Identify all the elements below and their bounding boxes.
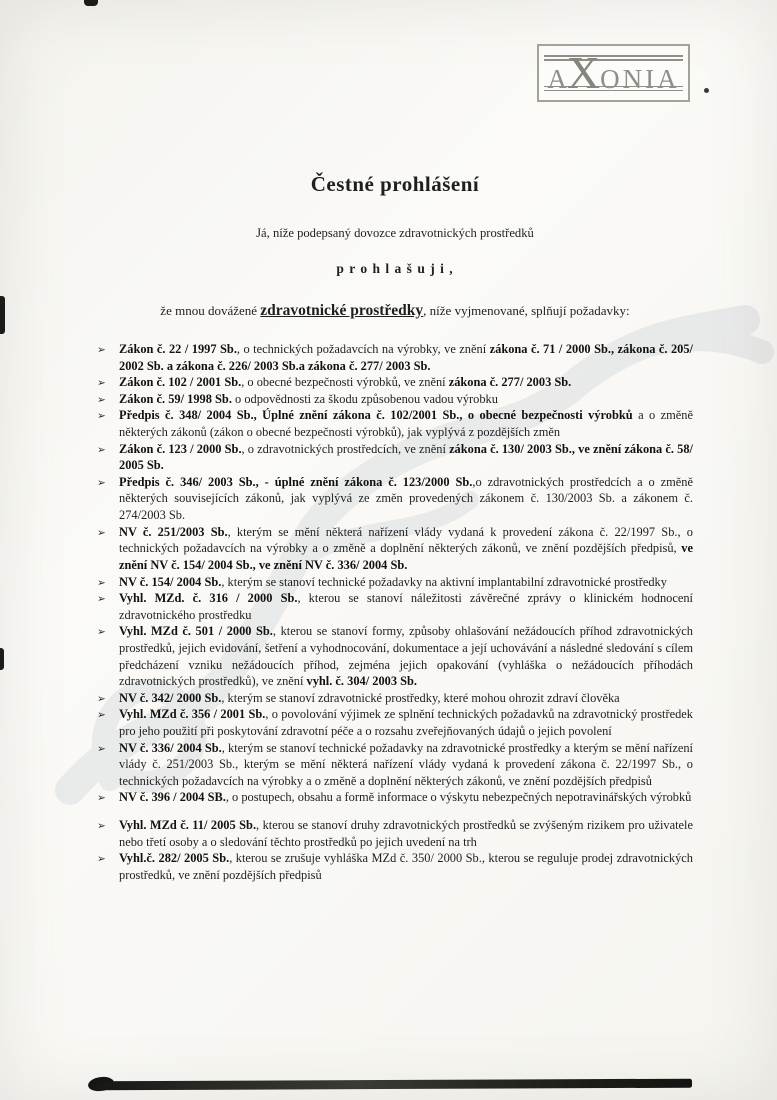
list-item [97,407,693,440]
axonia-logo [537,44,690,102]
logo-wordmark [539,47,688,98]
lead-post: , níže vyjmenované, splňují požadavky: [423,303,630,318]
list-item [97,574,693,591]
logo-letters-onia: ONIA [600,64,680,94]
list-item-text: Předpis č. 348/ 2004 Sb., Úplné znění zákona č. 102/2001 Sb., o obecné bezpečnosti výrobků a o změně některých zákonů (zákon o obecné bezpečnosti výrobků), jak vyplývá z pozdějších změn [119,408,693,440]
lead-pre: že mnou dovážené [160,303,261,318]
list-item-text: NV č. 342/ 2000 Sb., kterým se stanoví zdravotnické prostředky, které mohou ohrozit zdraví člověka [119,690,620,705]
list-item-text: Vyhl. MZd č. 11/ 2005 Sb., kterou se stanoví druhy zdravotnických prostředků se zvýšeným rizikem pro uživatele nebo třetí osoby a o sledování těchto prostředků po jejich uvedení na trh [119,818,693,849]
page-title: Čestné prohlášení [310,172,480,196]
list-item-text: NV č. 251/2003 Sb., kterým se mění některá nařízení vlády vydaná k provedení zákona č. 22/1997 Sb., o technických požadavcích na výrobky a o změně a doplnění některých zákonů, ve znění pozdějších předpisů, ve znění NV č. 154/ 2004 Sb., ve znění NV č. 336/ 2004 Sb. [119,524,693,572]
list-item [97,690,693,707]
arrow-bullet-icon: ➢ [97,853,106,866]
list-item-text: Vyhl.č. 282/ 2005 Sb., kterou se zrušuje vyhláška MZd č. 350/ 2000 Sb., kterou se reguluje prodej zdravotnických prostředků, ve znění pozdějších předpisů [119,851,693,882]
list-item [97,441,693,474]
arrow-bullet-icon: ➢ [97,709,106,722]
list-item [97,474,693,524]
list-item-text: Předpis č. 346/ 2003 Sb., - úplné znění zákona č. 123/2000 Sb.,o zdravotnických prostředcích a o změně některých souvisejících zákonů, jak vyplývá ze změn provedených zákonem č. 130/2003 Sb. a zákonem č. 274/2003 Sb. [119,474,693,523]
list-item-text: NV č. 336/ 2004 Sb., kterým se stanoví technické požadavky na zdravotnické prostředky a kterým se mění nařízení vlády č. 251/2003 Sb., kterým se mění některá nařízení vlády vydaná k provedení zákona č. 22/1997 Sb., o technických požadavcích na výrobky a o změně a doplnění některých zákonů, ve znění pozdějších předpisů [119,740,693,788]
list-item [97,740,693,790]
list-item [97,789,693,806]
arrow-bullet-icon: ➢ [97,393,106,406]
list-item-text: Vyhl. MZd č. 356 / 2001 Sb., o povolování výjimek ze splnění technických požadavků na zdravotnický prostředek pro jeho použití při poskytování zdravotní péče a o rozsahu zveřejňovaných údajů o jejich povolení [119,707,693,739]
scan-artifact-left-edge-2 [0,648,4,670]
scan-artifact-top-edge [84,0,98,6]
logo-period-mark [704,88,709,93]
list-item [97,341,693,374]
arrow-bullet-icon: ➢ [97,692,106,705]
intro-line: Já, níže podepsaný dovozce zdravotnických prostředků [256,226,534,240]
list-item-text: Zákon č. 59/ 1998 Sb. o odpovědnosti za škodu způsobenou vadou výrobku [119,391,498,406]
arrow-bullet-icon: ➢ [97,410,106,423]
list-item [97,374,693,391]
logo-letter-a: A [547,64,570,94]
list-item [97,706,693,739]
list-item [97,817,693,850]
list-item [97,391,693,408]
lead-bold-phrase: zdravotnické prostředky [260,302,424,319]
arrow-bullet-icon: ➢ [97,742,106,755]
arrow-bullet-icon: ➢ [97,576,106,589]
arrow-bullet-icon: ➢ [97,626,106,639]
arrow-bullet-icon: ➢ [97,792,106,805]
scan-artifact-left-edge-1 [0,296,5,334]
list-item-text: Vyhl. MZd. č. 316 / 2000 Sb., kterou se stanoví náležitosti závěrečné zprávy o klinickém hodnocení zdravotnického prostředku [119,591,693,622]
list-item [97,524,693,574]
list-item [97,623,693,689]
logo-letter-x: X [566,47,604,98]
list-item-text: Zákon č. 123 / 2000 Sb., o zdravotnických prostředcích, ve znění zákona č. 130/ 2003 Sb., ve znění zákona č. 58/ 2005 Sb. [119,441,693,473]
list-item-text: Zákon č. 22 / 1997 Sb., o technických požadavcích na výrobky, ve znění zákona č. 71 / 2000 Sb., zákona č. 205/ 2002 Sb. a zákona č. 226/ 2003 Sb.a zákona č. 277/ 2003 Sb. [119,342,693,373]
arrow-bullet-icon: ➢ [97,593,106,606]
law-list [97,341,693,884]
list-item-text: Vyhl. MZd č. 501 / 2000 Sb., kterou se stanoví formy, způsoby ohlašování nežádoucích příhod zdravotnických prostředků, jejich evidování, šetření a vyhodnocování, dokumentace a její uchovávání a následné sledování s cílem předcházení vzniku nežádoucích příhod, zejména jejich opakování (vyhláška o nežádoucích příhodách zdravotnických prostředků), ve znění vyhl. č. 304/ 2003 Sb. [119,624,693,689]
arrow-bullet-icon: ➢ [97,443,106,456]
arrow-bullet-icon: ➢ [97,526,106,539]
arrow-bullet-icon: ➢ [97,344,106,356]
declaration-word: p r o h l a š u j i , [336,261,454,276]
scan-artifact-bottom-smudge [92,1079,692,1091]
list-item-text: NV č. 396 / 2004 SB., o postupech, obsahu a formě informace o výskytu nebezpečných nepotravinářských výrobků [119,790,692,805]
list-item [97,850,693,883]
list-item-text: Zákon č. 102 / 2001 Sb., o obecné bezpečnosti výrobků, ve znění zákona č. 277/ 2003 Sb. [119,375,572,390]
list-item-text: NV č. 154/ 2004 Sb., kterým se stanoví technické požadavky na aktivní implantabilní zdravotnické prostředky [119,574,667,589]
arrow-bullet-icon: ➢ [97,377,106,390]
document-content [97,172,693,884]
lead-line [97,302,693,320]
arrow-bullet-icon: ➢ [97,820,106,833]
list-item [97,590,693,623]
arrow-bullet-icon: ➢ [97,476,106,489]
